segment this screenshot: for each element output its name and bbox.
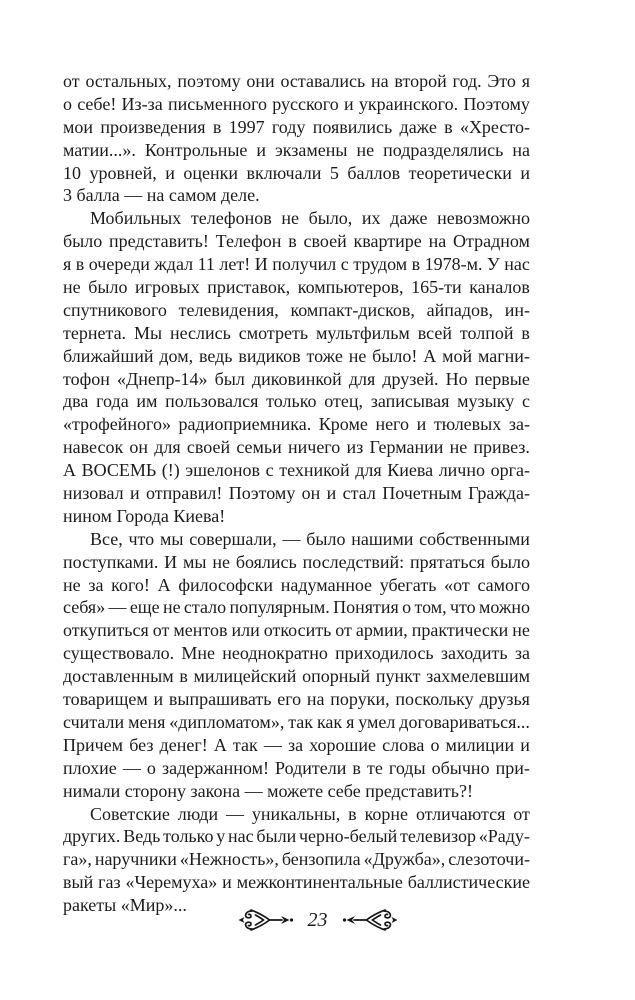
text-block: [63, 70, 530, 917]
text-line: не было игровых приставок, компьютеров, 165-ти каналов: [63, 277, 530, 298]
text-line: ракеты «Мир»...: [63, 895, 187, 916]
text-line: низовал и отправил! Поэтому он и стал Почетным Гражда-: [63, 483, 530, 504]
text-line: Причем без денег! А так — за хорошие слова о милиции и: [63, 734, 530, 755]
text-line: «трофейного» радиоприемника. Кроме него и тюлевых за-: [63, 414, 530, 435]
text-line: о себе! Из-за письменного русского и украинского. Поэтому: [63, 93, 530, 114]
text-line: нимали сторону закона — можете себе представить?!: [63, 780, 473, 801]
text-line: га», наручники «Нежность», бензопила «Дружба», слезоточи-: [63, 849, 530, 870]
text-line: товарищем и выпрашивать его на поруки, поскольку друзья: [63, 689, 530, 710]
text-line: А ВОСЕМЬ (!) эшелонов с техникой для Киева лично орга-: [63, 460, 530, 481]
text-line: существовало. Мне неоднократно приходилось заходить за: [63, 643, 530, 664]
text-line: от остальных, поэтому они оставались на второй год. Это я: [63, 71, 530, 91]
page-footer: [0, 906, 635, 934]
text-line: доставленным в милицейский опорный пункт захмелевшим: [63, 666, 530, 687]
text-line: вый газ «Черемуха» и межконтинентальные баллистические: [63, 872, 530, 893]
fleuron-arrow-right-icon: [340, 907, 398, 933]
text-line: тофон «Днепр-14» был диковинкой для друзей. Но первые: [63, 368, 530, 389]
text-line: не за кого! А философски надуманное убегать «от самого: [63, 574, 530, 595]
text-line: навесок он для своей семьи ничего из Германии не привез.: [63, 437, 530, 458]
text-line: поступками. И мы не боялись последствий: прятаться было: [63, 551, 530, 572]
fleuron-arrow-left-icon: [238, 907, 296, 933]
text-line: других. Ведь только у нас были черно-белый телевизор «Раду-: [63, 826, 530, 847]
text-line: я в очереди ждал 11 лет! И получил с трудом в 1978-м. У нас: [63, 254, 530, 275]
text-line: было представить! Телефон в своей квартире на Отрадном: [63, 231, 530, 252]
text-line: 10 уровней, и оценки включали 5 баллов теоретически и: [63, 162, 530, 183]
text-line: Мобильных телефонов не было, их даже невозможно: [90, 208, 530, 229]
text-line: 3 балла — на самом деле.: [63, 185, 260, 206]
text-line: тернета. Мы неслись смотреть мультфильм всей толпой в: [63, 322, 530, 343]
text-line: ближайший дом, ведь видиков тоже не было! А мой магни-: [63, 345, 530, 366]
text-line: Советские люди — уникальны, в корне отличаются от: [90, 803, 530, 824]
page-number: 23: [307, 909, 328, 931]
text-line: Все, что мы совершали, — было нашими собственными: [90, 528, 530, 549]
text-line: считали меня «дипломатом», так как я умел договариваться...: [63, 711, 530, 732]
text-line: спутникового телевидения, компакт-дисков, айпадов, ин-: [63, 299, 530, 320]
text-line: мои произведения в 1997 году появились даже в «Хресто-: [63, 116, 530, 137]
text-line: себя» — еще не стало популярным. Понятия о том, что можно: [63, 597, 530, 618]
text-line: плохие — о задержанном! Родители в те годы обычно при-: [63, 757, 530, 778]
text-line: откупиться от ментов или откосить от армии, практически не: [63, 620, 530, 641]
text-line: матии...». Контрольные и экзамены не подразделялись на: [63, 139, 530, 160]
text-line: нином Города Киева!: [63, 505, 226, 526]
text-line: два года им пользовался только отец, записывая музыку с: [63, 391, 530, 412]
